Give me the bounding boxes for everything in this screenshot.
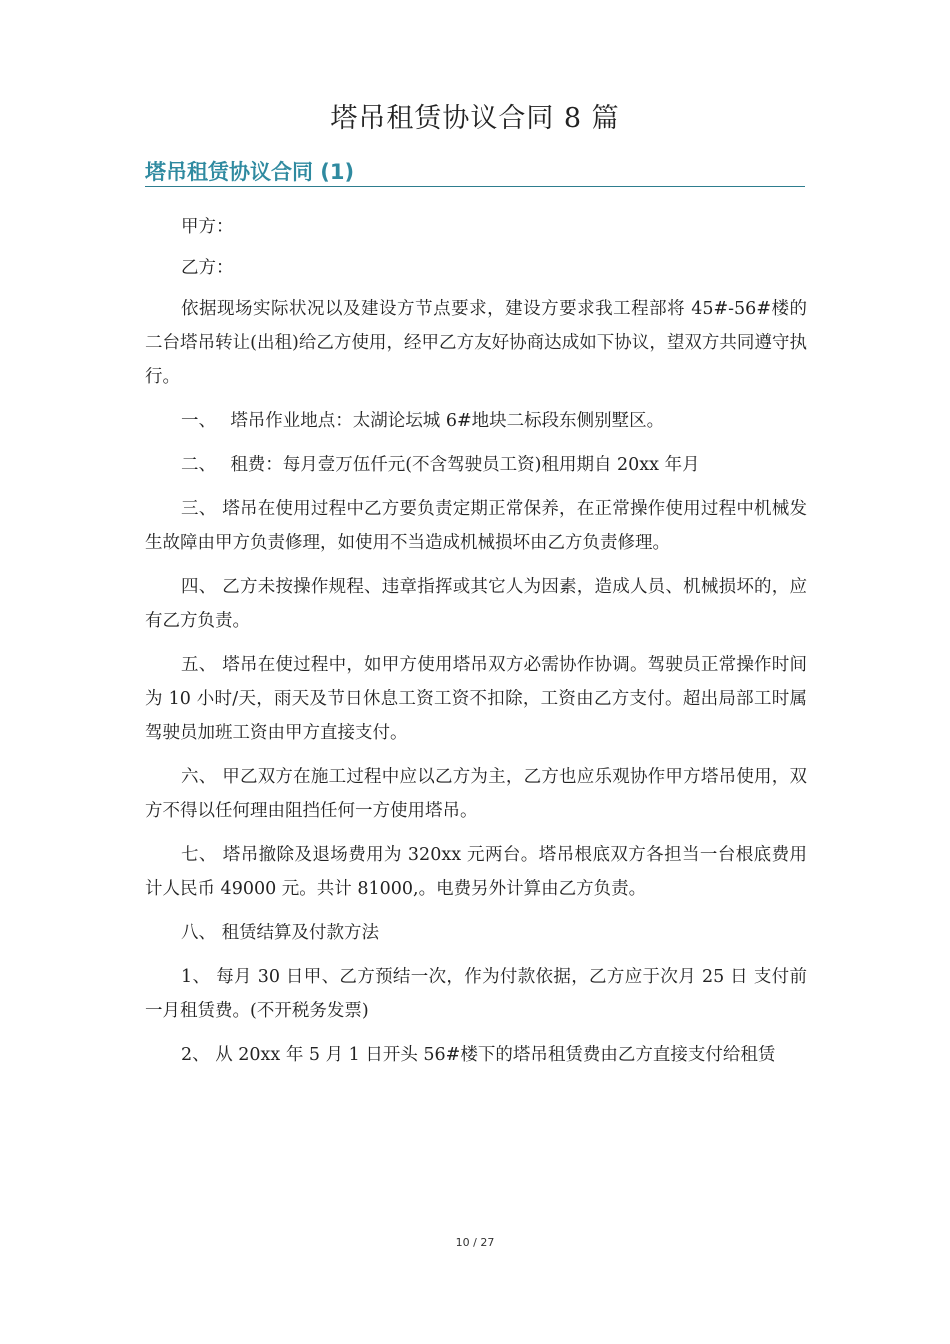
sub-clause-1: 1、 每月 30 日甲、乙方预结一次，作为付款依据，乙方应于次月 25 日 支付前一月租赁费。(不开税务发票)	[145, 967, 807, 1021]
document-body	[145, 210, 807, 1082]
clause-8: 八、 租赁结算及付款方法	[181, 923, 380, 943]
sub-clause-2: 2、 从 20xx 年 5 月 1 日开头 56#楼下的塔吊租赁费由乙方直接支付给租赁	[181, 1045, 776, 1065]
page-number: 10 / 27	[455, 1236, 495, 1249]
clause-1: 一、 塔吊作业地点：太湖论坛城 6#地块二标段东侧别墅区。	[181, 411, 665, 431]
clause-2: 二、 租费：每月壹万伍仟元(不含驾驶员工资)租用期自 20xx 年月	[181, 455, 700, 475]
party-a-line: 甲方：	[181, 217, 234, 237]
clause-5: 五、 塔吊在使过程中，如甲方使用塔吊双方必需协作协调。驾驶员正常操作时间为 10 小时/天，雨天及节日休息工资工资不扣除，工资由乙方支付。超出局部工时属驾驶员加班工资由甲方直接支付。	[145, 655, 807, 743]
preamble-paragraph: 依据现场实际状况以及建设方节点要求，建设方要求我工程部将 45#-56#楼的二台塔吊转让(出租)给乙方使用，经甲乙方友好协商达成如下协议，望双方共同遵守执行。	[145, 299, 807, 387]
party-b-line: 乙方：	[181, 258, 234, 278]
clause-4: 四、 乙方未按操作规程、违章指挥或其它人为因素，造成人员、机械损坏的，应有乙方负责。	[145, 577, 807, 631]
clause-7: 七、 塔吊撤除及退场费用为 320xx 元两台。塔吊根底双方各担当一台根底费用计人民币 49000 元。共计 81000,。电费另外计算由乙方负责。	[145, 845, 807, 899]
clause-3: 三、 塔吊在使用过程中乙方要负责定期正常保养，在正常操作使用过程中机械发生故障由甲方负责修理，如使用不当造成机械损坏由乙方负责修理。	[145, 499, 807, 553]
section-heading: 塔吊租赁协议合同 (1)	[145, 158, 805, 187]
document-title: 塔吊租赁协议合同 8 篇	[330, 103, 620, 134]
clause-6: 六、 甲乙双方在施工过程中应以乙方为主，乙方也应乐观协作甲方塔吊使用，双方不得以任何理由阻挡任何一方使用塔吊。	[145, 767, 807, 821]
